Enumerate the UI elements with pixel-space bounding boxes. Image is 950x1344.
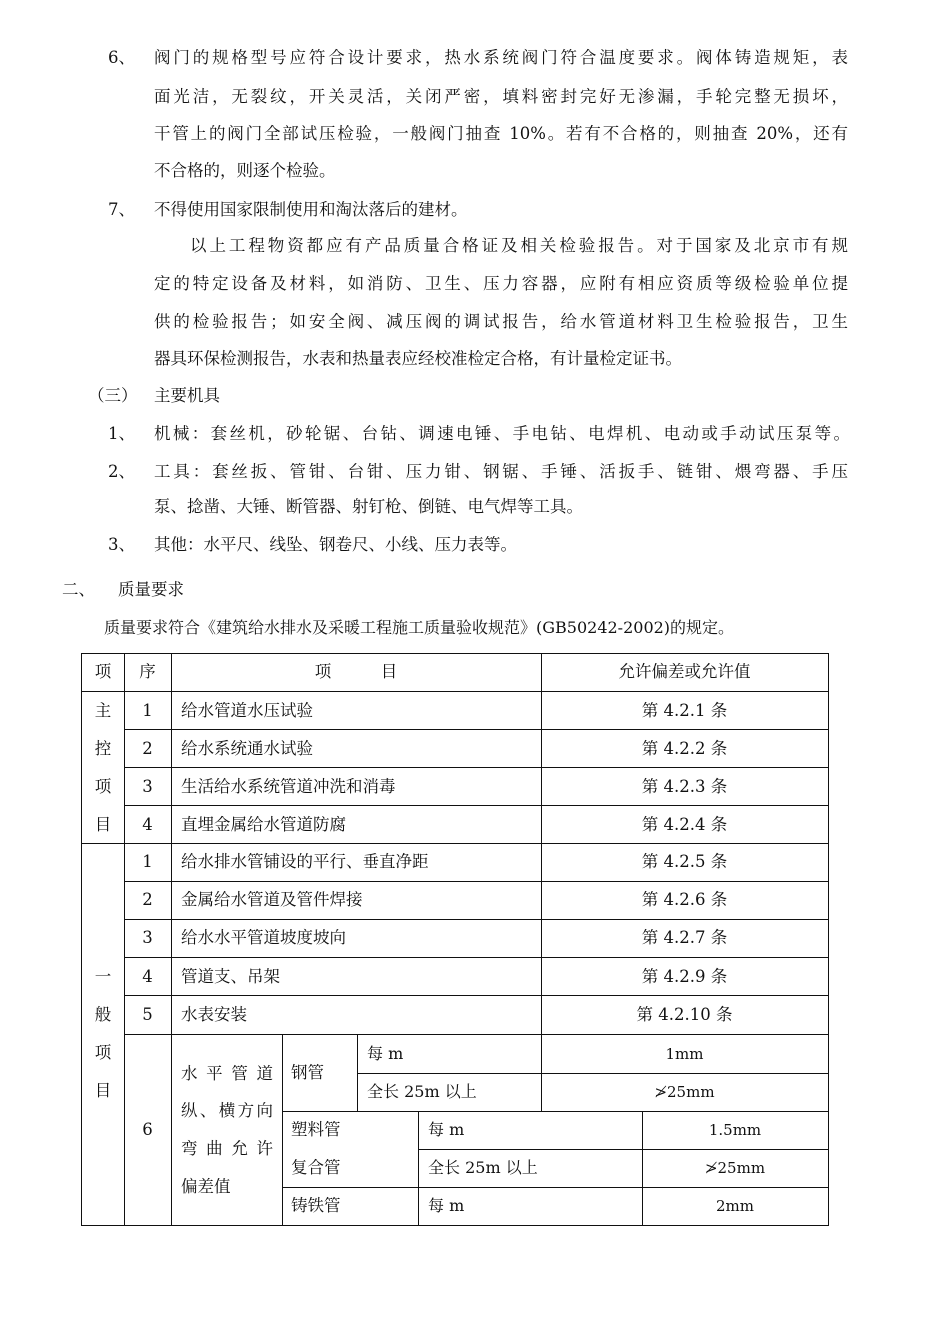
item-6-number: 6、 [108, 48, 135, 67]
general-row-6-seq: 6 [142, 1120, 153, 1139]
main-row-3-seq: 3 [142, 777, 153, 796]
pipe-steel-label: 钢管 [291, 1063, 324, 1082]
main-row-4-value: 第 4.2.4 条 [641, 815, 728, 834]
general-row-3-value: 第 4.2.7 条 [641, 928, 728, 947]
row-6-label-line: 纵、横方向 [181, 1101, 273, 1120]
main-row-4-seq: 4 [142, 815, 153, 834]
main-row-3-value: 第 4.2.3 条 [641, 777, 728, 796]
summary-line-4: 器具环保检测报告，水表和热量表应经校准检定合格，有计量检定证书。 [154, 349, 682, 368]
pipe-cast-iron-label: 铸铁管 [291, 1196, 341, 1215]
plastic-per-m-cond: 每 m [428, 1120, 465, 1139]
general-row-4-value: 第 4.2.9 条 [641, 967, 728, 986]
tools-3-number: 3、 [108, 535, 135, 554]
group-main-char: 控 [94, 739, 112, 758]
quality-heading-number: 二、 [62, 580, 95, 599]
group-general-char: 项 [94, 1043, 112, 1062]
main-row-4-name: 直埋金属给水管道防腐 [181, 815, 346, 834]
table-header-item: 项 [94, 662, 112, 681]
tools-2-line-1: 工具：套丝扳、管钳、台钳、压力钳、钢锯、手锤、活扳手、链钳、煨弯器、手压 [154, 462, 848, 481]
group-general-char: 目 [94, 1081, 112, 1100]
item-6-line-3: 干管上的阀门全部试压检验，一般阀门抽查 10%。若有不合格的，则抽查 20%，还有 [154, 124, 848, 143]
main-row-3-name: 生活给水系统管道冲洗和消毒 [181, 777, 396, 796]
group-general-char: 般 [94, 1005, 112, 1024]
table-header-value: 允许偏差或允许值 [618, 662, 751, 681]
general-row-5-name: 水表安装 [181, 1005, 247, 1024]
main-row-2-name: 给水系统通水试验 [181, 739, 313, 758]
general-row-3-name: 给水水平管道坡度坡向 [181, 928, 346, 947]
tools-1-number: 1、 [108, 424, 135, 443]
main-row-1-name: 给水管道水压试验 [181, 701, 313, 720]
iron-per-m-value: 2mm [716, 1197, 754, 1215]
row-6-label-line: 偏差值 [181, 1177, 231, 1196]
plastic-per-m-value: 1.5mm [708, 1121, 762, 1139]
tools-1-text: 机械：套丝机，砂轮锯、台钻、调速电锤、手电钻、电焊机、电动或手动试压泵等。 [154, 424, 850, 443]
tools-2-line-2: 泵、捻凿、大锤、断管器、射钉枪、倒链、电气焊等工具。 [154, 497, 583, 516]
main-row-1-value: 第 4.2.1 条 [641, 701, 728, 720]
item-6-line-1: 阀门的规格型号应符合设计要求，热水系统阀门符合温度要求。阀体铸造规矩，表 [154, 48, 848, 67]
main-row-2-seq: 2 [142, 739, 153, 758]
general-row-4-name: 管道支、吊架 [181, 967, 280, 986]
general-row-2-seq: 2 [142, 890, 153, 909]
row-6-label-line: 弯 曲 允 许 [181, 1139, 273, 1158]
steel-total-value: ≯25mm [654, 1083, 715, 1101]
general-row-1-value: 第 4.2.5 条 [641, 852, 728, 871]
item-7-text: 不得使用国家限制使用和淘汰落后的建材。 [154, 200, 468, 219]
steel-total-cond: 全长 25m 以上 [367, 1082, 477, 1101]
general-row-2-name: 金属给水管道及管件焊接 [181, 890, 363, 909]
item-7-number: 7、 [108, 200, 135, 219]
row-6-label-line: 水 平 管 道 [181, 1064, 273, 1083]
item-6-line-2: 面光洁，无裂纹，开关灵活，关闭严密，填料密封完好无渗漏，手轮完整无损坏， [154, 87, 848, 106]
steel-per-m-value: 1mm [665, 1045, 704, 1063]
tools-2-number: 2、 [108, 462, 135, 481]
summary-line-1: 以上工程物资都应有产品质量合格证及相关检验报告。对于国家及北京市有规 [190, 236, 848, 255]
group-general-char: 一 [94, 967, 112, 986]
plastic-total-value: ≯25mm [704, 1159, 766, 1177]
main-row-2-value: 第 4.2.2 条 [641, 739, 728, 758]
general-row-5-seq: 5 [142, 1005, 153, 1024]
summary-line-2: 定的特定设备及材料，如消防、卫生、压力容器，应附有相应资质等级检验单位提 [154, 274, 848, 293]
tools-heading-number: （三） [88, 386, 138, 405]
plastic-total-cond: 全长 25m 以上 [428, 1158, 538, 1177]
tools-heading: 主要机具 [154, 386, 220, 405]
general-row-5-value: 第 4.2.10 条 [636, 1005, 733, 1024]
iron-per-m-cond: 每 m [428, 1196, 465, 1215]
pipe-plastic-label: 塑料管 [291, 1120, 341, 1139]
general-row-2-value: 第 4.2.6 条 [641, 890, 728, 909]
group-main-char: 主 [94, 701, 112, 720]
item-6-line-4: 不合格的，则逐个检验。 [154, 161, 336, 180]
general-row-4-seq: 4 [142, 967, 153, 986]
pipe-composite-label: 复合管 [291, 1158, 341, 1177]
general-row-3-seq: 3 [142, 928, 153, 947]
main-row-1-seq: 1 [142, 701, 153, 720]
summary-line-3: 供的检验报告；如安全阀、减压阀的调试报告，给水管道材料卫生检验报告，卫生 [154, 312, 848, 331]
group-main-char: 项 [94, 777, 112, 796]
general-row-1-name: 给水排水管铺设的平行、垂直净距 [181, 852, 429, 871]
general-row-1-seq: 1 [142, 852, 153, 871]
table-header-project: 项 目 [314, 662, 398, 681]
quality-intro: 质量要求符合《建筑给水排水及采暖工程施工质量验收规范》(GB50242-2002)的规定。 [104, 618, 735, 637]
tools-3-text: 其他：水平尺、线坠、钢卷尺、小线、压力表等。 [154, 535, 517, 554]
group-main-char: 目 [94, 815, 112, 834]
quality-heading: 质量要求 [118, 580, 184, 599]
steel-per-m-cond: 每 m [367, 1044, 404, 1063]
table-header-seq: 序 [139, 662, 156, 681]
